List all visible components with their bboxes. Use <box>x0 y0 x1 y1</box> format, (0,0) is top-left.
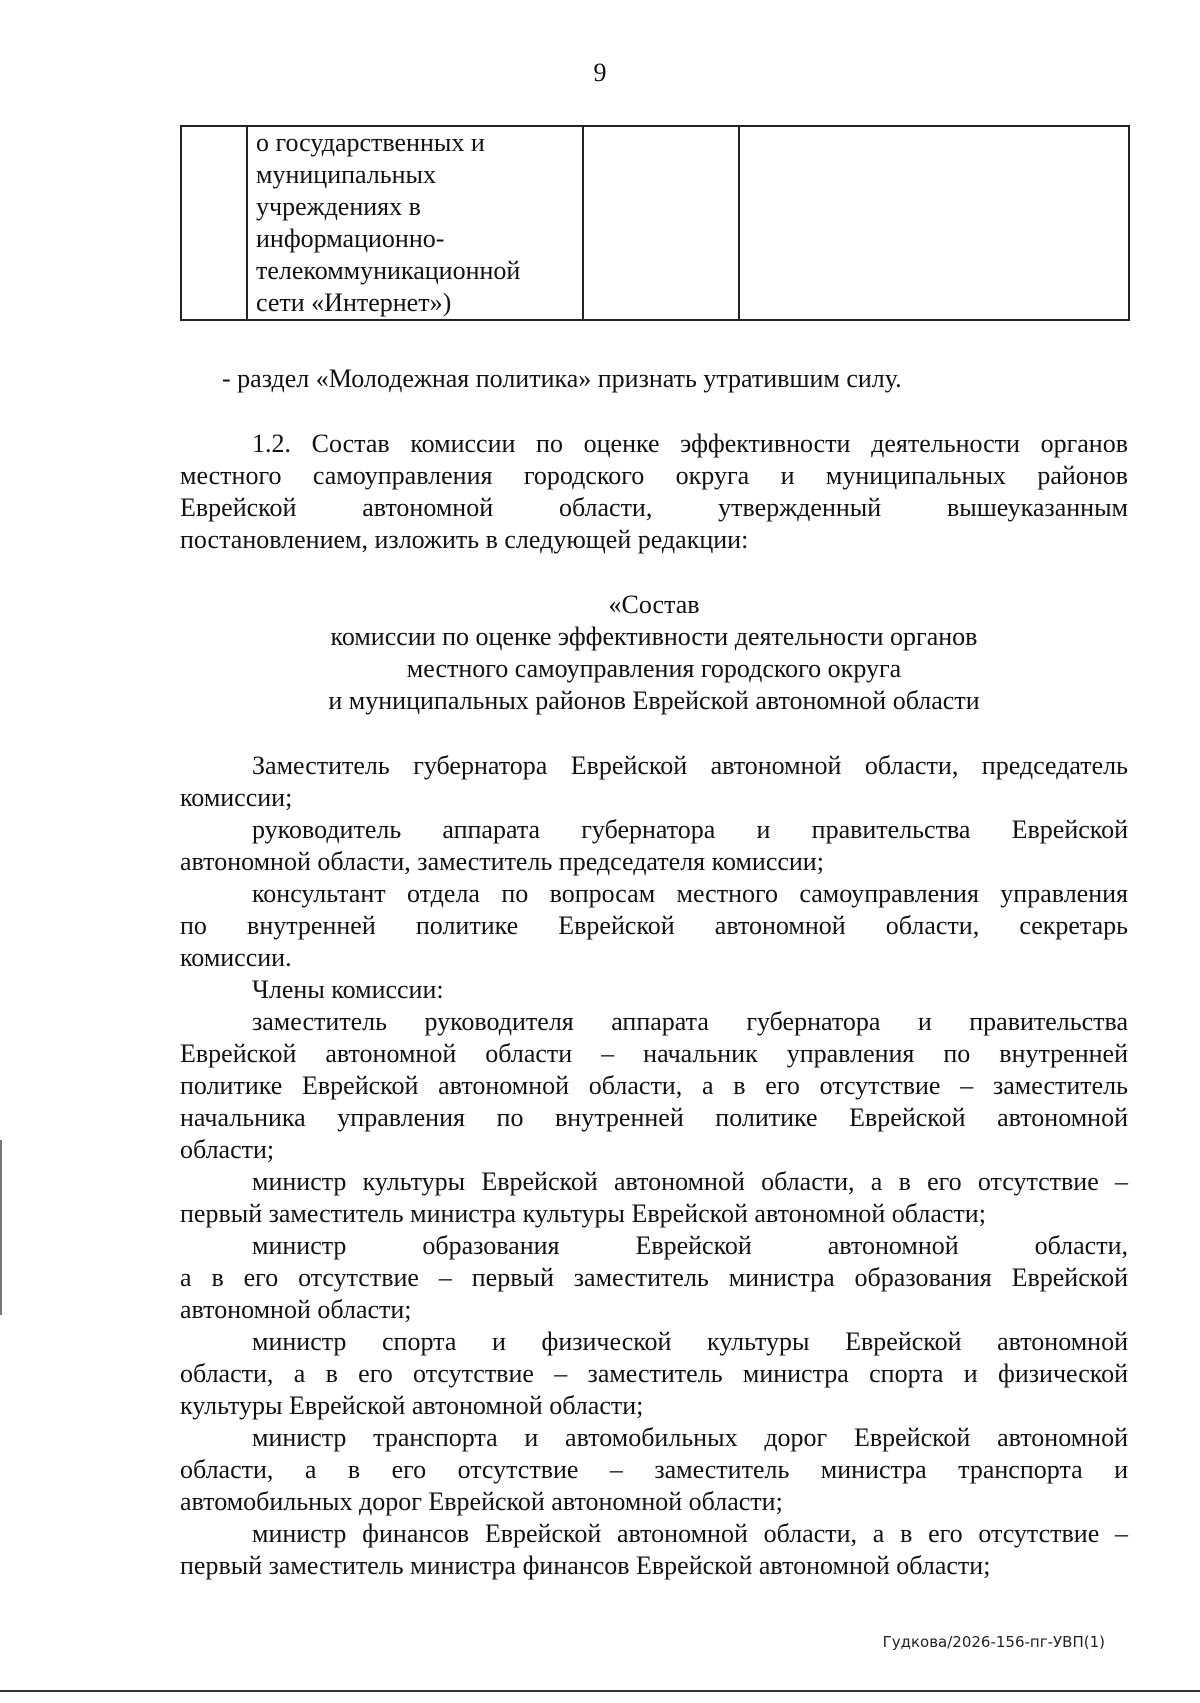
member-line: а в его отсутствие – первый заместитель министра образования Еврейской <box>180 1263 1128 1292</box>
table-cell-number <box>181 126 247 320</box>
member-line: автономной области; <box>180 1295 412 1324</box>
clause-1-2-line: постановлением, изложить в следующей редакции: <box>180 525 749 554</box>
heading-line: и муниципальных районов Еврейской автономной области <box>328 686 980 715</box>
scan-bottom-edge <box>0 1690 1200 1692</box>
member-line: области; <box>180 1135 275 1164</box>
member-line: культуры Еврейской автономной области; <box>180 1391 644 1420</box>
member-line: политике Еврейской автономной области, а в его отсутствие – заместитель <box>180 1071 1128 1100</box>
heading-line: «Состав <box>608 590 700 619</box>
member-line: области, а в его отсутствие – заместитель министра спорта и физической <box>180 1359 1128 1388</box>
heading-line: комиссии по оценке эффективности деятельности органов <box>330 622 978 651</box>
page-number: 9 <box>593 58 607 87</box>
table-cell-empty <box>583 126 739 320</box>
continuation-table <box>180 125 1130 321</box>
member-line: руководитель аппарата губернатора и правительства Еврейской <box>252 815 1128 844</box>
table-cell-empty <box>739 126 1129 320</box>
member-line: по внутренней политике Еврейской автономной области, секретарь <box>180 911 1128 940</box>
members-heading: Члены комиссии: <box>252 975 444 1004</box>
clause-1-2-line: Еврейской автономной области, утвержденный вышеуказанным <box>180 493 1128 522</box>
member-line: министр культуры Еврейской автономной области, а в его отсутствие – <box>252 1167 1128 1196</box>
table-cell-line: о государственных и <box>256 128 485 157</box>
member-line: Заместитель губернатора Еврейской автономной области, председатель <box>252 751 1128 780</box>
document-code: Гудкова/2026-156-пг-УВП(1) <box>882 1633 1105 1651</box>
table-row <box>181 126 1129 320</box>
member-line: автомобильных дорог Еврейской автономной области; <box>180 1487 783 1516</box>
member-line: начальника управления по внутренней политике Еврейской автономной <box>180 1103 1128 1132</box>
composition-heading <box>180 589 1128 717</box>
clause-youth-policy <box>180 363 1128 395</box>
member-line: первый заместитель министра культуры Еврейской автономной области; <box>180 1199 986 1228</box>
table-cell-line: информационно- <box>256 224 445 253</box>
table-cell-line: учреждениях в <box>256 192 421 221</box>
table-cell-line: сети «Интернет») <box>256 288 452 317</box>
clause-1-2 <box>180 428 1128 556</box>
clause-youth-text: - раздел «Молодежная политика» признать утратившим силу. <box>222 364 902 393</box>
member-line: заместитель руководителя аппарата губернатора и правительства <box>252 1007 1128 1036</box>
members-list <box>180 750 1128 1582</box>
table-cell-line: телекоммуникационной <box>256 256 521 285</box>
scan-margin-mark <box>0 1140 2 1315</box>
member-line: Еврейской автономной области – начальник управления по внутренней <box>180 1039 1128 1068</box>
member-line: области, а в его отсутствие – заместитель министра транспорта и <box>180 1455 1128 1484</box>
clause-1-2-line: местного самоуправления городского округа и муниципальных районов <box>180 461 1128 490</box>
heading-line: местного самоуправления городского округа <box>406 654 902 683</box>
clause-1-2-line: 1.2. Состав комиссии по оценке эффективности деятельности органов <box>252 429 1128 458</box>
member-line: консультант отдела по вопросам местного самоуправления управления <box>252 879 1128 908</box>
member-line: министр транспорта и автомобильных дорог Еврейской автономной <box>252 1423 1128 1452</box>
member-line: автономной области, заместитель председателя комиссии; <box>180 847 824 876</box>
member-line: первый заместитель министра финансов Еврейской автономной области; <box>180 1551 991 1580</box>
table-cell-indicator <box>247 126 583 320</box>
member-line: министр спорта и физической культуры Еврейской автономной <box>252 1327 1128 1356</box>
member-line: комиссии; <box>180 783 293 812</box>
member-line: министр образования Еврейской автономной области, <box>252 1231 1128 1260</box>
member-line: министр финансов Еврейской автономной области, а в его отсутствие – <box>252 1519 1128 1548</box>
member-line: комиссии. <box>180 943 292 972</box>
table-cell-line: муниципальных <box>256 160 437 189</box>
